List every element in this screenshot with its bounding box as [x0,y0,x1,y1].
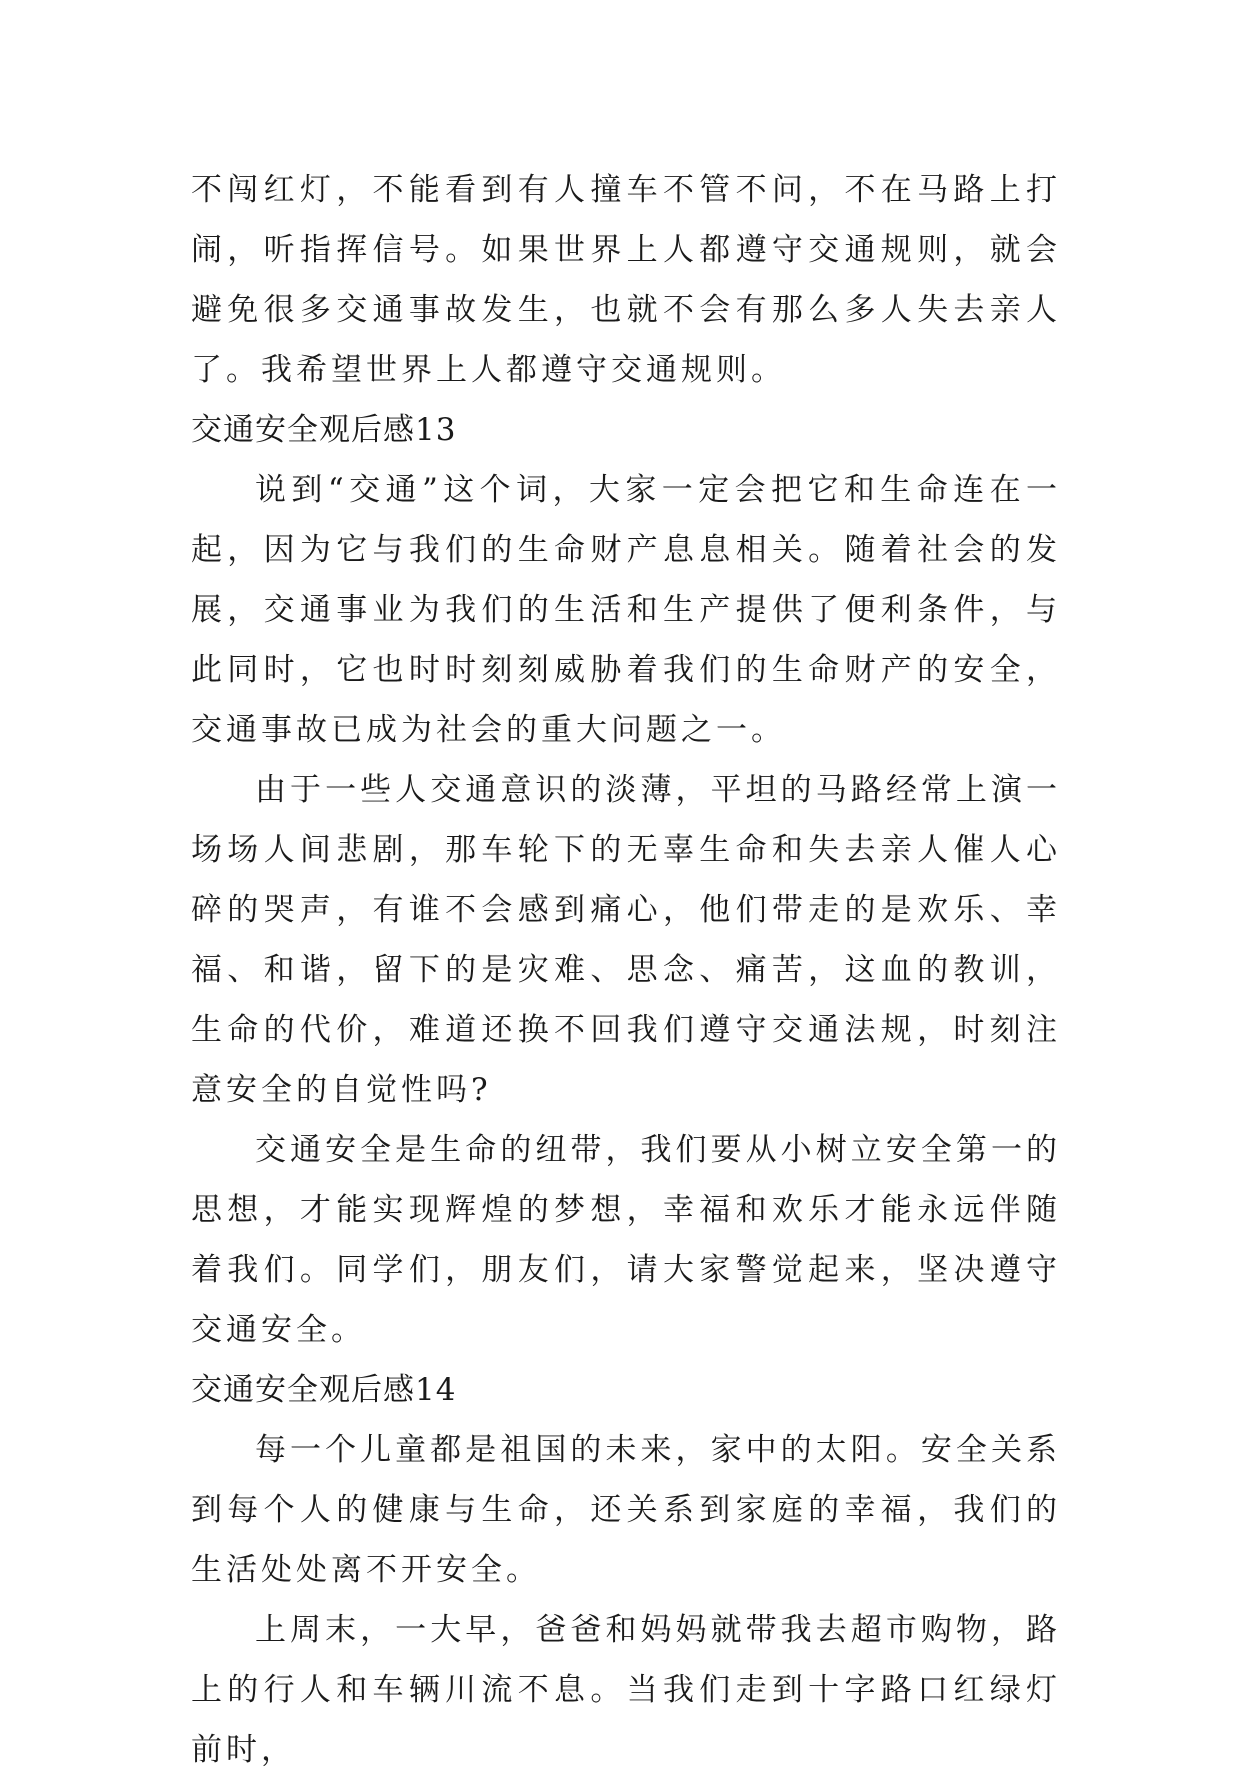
paragraph: 每一个儿童都是祖国的未来，家中的太阳。安全关系到每个人的健康与生命，还关系到家庭的幸福，我们的生活处处离不开安全。 [191,1432,1061,1588]
paragraph: 说到“交通”这个词，大家一定会把它和生命连在一起，因为它与我们的生命财产息息相关。随着社会的发展，交通事业为我们的生活和生产提供了便利条件，与此同时，它也时时刻刻威胁着我们的生命财产的安全，交通事故已成为社会的重大问题之一。 [191,472,1061,748]
paragraph: 由于一些人交通意识的淡薄，平坦的马路经常上演一场场人间悲剧，那车轮下的无辜生命和失去亲人催人心碎的哭声，有谁不会感到痛心，他们带走的是欢乐、幸福、和谐，留下的是灾难、思念、痛苦，这血的教训，生命的代价，难道还换不回我们遵守交通法规，时刻注意安全的自觉性吗? [191,772,1061,1108]
section-heading-14: 交通安全观后感14 [191,1372,457,1408]
paragraph-continued: 不闯红灯，不能看到有人撞车不管不问，不在马路上打闹，听指挥信号。如果世界上人都遵守交通规则，就会避免很多交通事故发生，也就不会有那么多人失去亲人了。我希望世界上人都遵守交通规则。 [191,172,1061,388]
paragraph: 交通安全是生命的纽带，我们要从小树立安全第一的思想，才能实现辉煌的梦想，幸福和欢乐才能永远伴随着我们。同学们，朋友们，请大家警觉起来，坚决遵守交通安全。 [191,1132,1061,1348]
document-body [191,160,1061,1780]
paragraph: 上周末，一大早，爸爸和妈妈就带我去超市购物，路上的行人和车辆川流不息。当我们走到十字路口红绿灯前时， [191,1612,1061,1768]
section-heading-13: 交通安全观后感13 [191,412,457,448]
